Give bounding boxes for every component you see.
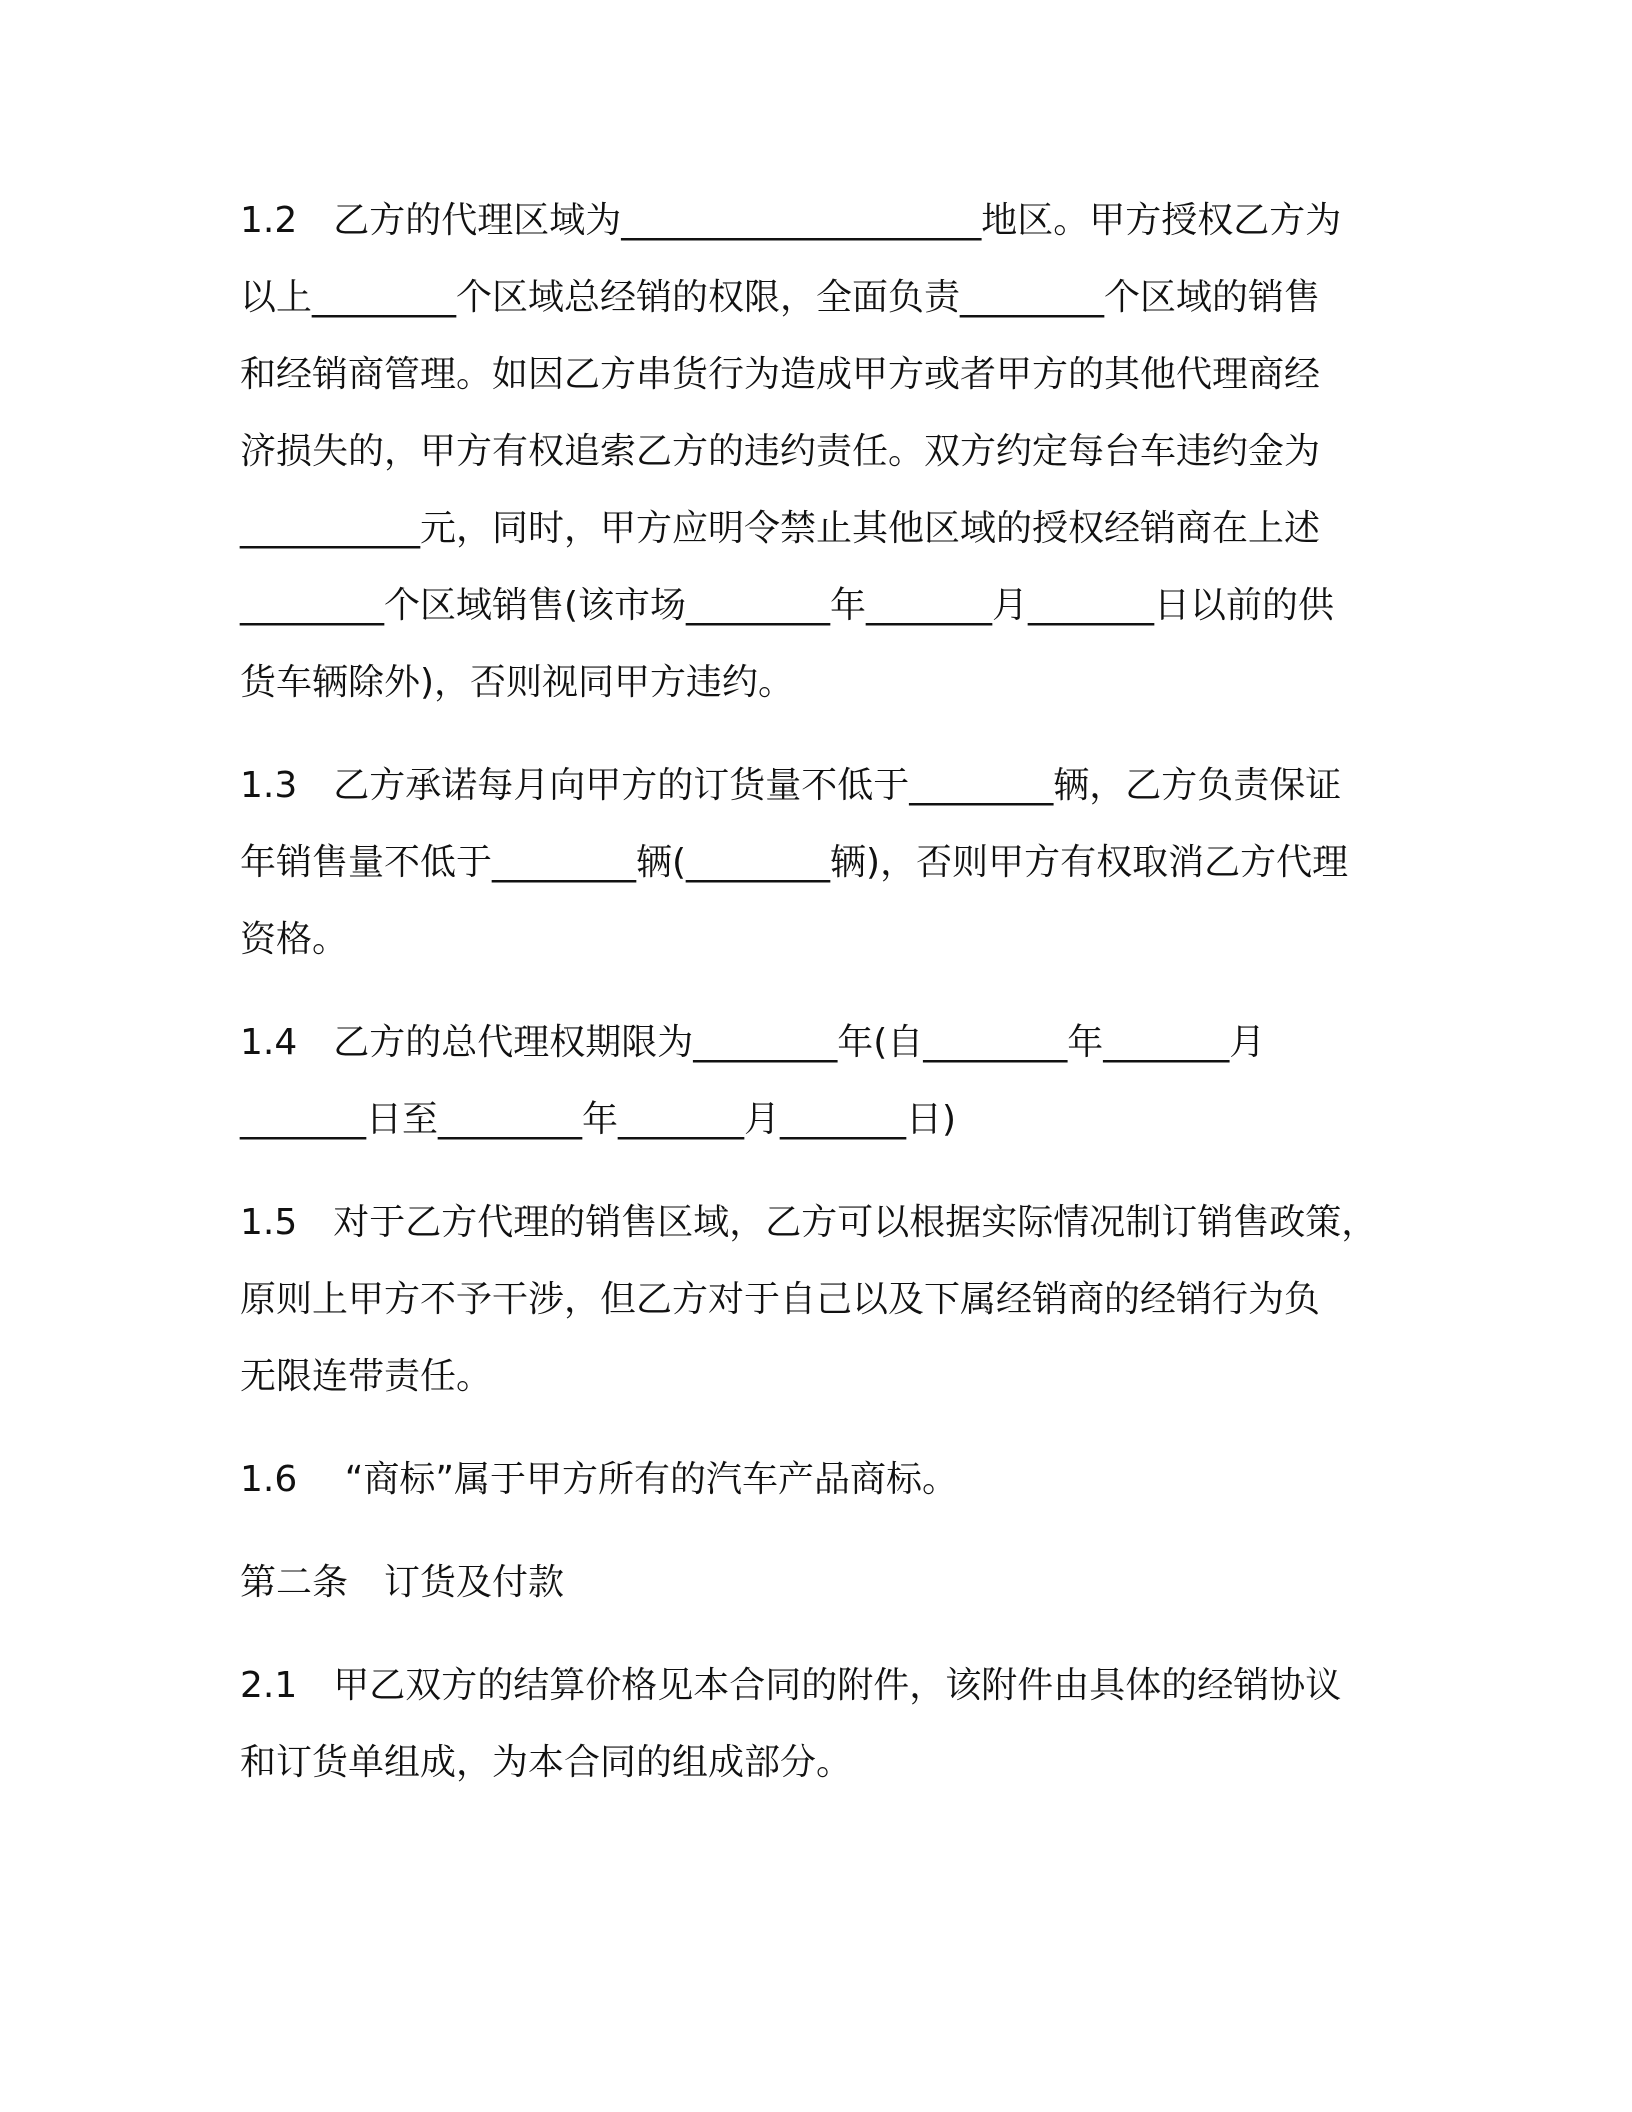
clause-1-5-line-2: 原则上甲方不予干涉，但乙方对于自己以及下属经销商的经销行为负 [240,1279,1321,1320]
article-2-title: 第二条 订货及付款 [240,1562,565,1603]
clause-1-5 [240,1184,1420,1415]
clause-1-2-line-3: 和经销商管理。如因乙方串货行为造成甲方或者甲方的其他代理商经 [240,354,1321,395]
clause-1-2-line-1: 1.2 乙方的代理区域为____________________地区。甲方授权乙方为 [240,200,1342,241]
clause-1-3-line-2: 年销售量不低于________辆(________辆)，否则甲方有权取消乙方代理 [240,842,1349,883]
clause-2-1-line-2: 和订货单组成，为本合同的组成部分。 [240,1742,853,1783]
clause-1-3-line-3: 资格。 [240,919,349,960]
clause-1-2-line-7: 货车辆除外)，否则视同甲方违约。 [240,662,795,703]
clause-1-4-line-2: _______日至________年_______月_______日) [240,1099,957,1140]
clause-2-1 [240,1647,1420,1801]
article-2-heading [240,1544,1420,1621]
clause-1-2 [240,182,1420,721]
clause-1-3 [240,747,1420,978]
clause-1-5-line-3: 无限连带责任。 [240,1356,493,1397]
clause-1-4-line-1: 1.4 乙方的总代理权期限为________年(自________年_______月 [240,1022,1266,1063]
clause-1-2-line-6: ________个区域销售(该市场________年_______月_______日以前的供 [240,585,1335,626]
clause-1-2-line-5: __________元，同时，甲方应明令禁止其他区域的授权经销商在上述 [240,508,1321,549]
clause-1-6-line-1: 1.6 “商标”属于甲方所有的汽车产品商标。 [240,1459,958,1500]
clause-1-6 [240,1441,1420,1518]
clause-1-4 [240,1004,1420,1158]
clause-1-3-line-1: 1.3 乙方承诺每月向甲方的订货量不低于________辆，乙方负责保证 [240,765,1342,806]
clause-1-5-line-1: 1.5 对于乙方代理的销售区域，乙方可以根据实际情况制订销售政策， [240,1202,1378,1243]
clause-1-2-line-2: 以上________个区域总经销的权限，全面负责________个区域的销售 [240,277,1321,318]
document-body [240,182,1420,1801]
clause-2-1-line-1: 2.1 甲乙双方的结算价格见本合同的附件，该附件由具体的经销协议 [240,1665,1342,1706]
clause-1-2-line-4: 济损失的，甲方有权追索乙方的违约责任。双方约定每台车违约金为 [240,431,1321,472]
